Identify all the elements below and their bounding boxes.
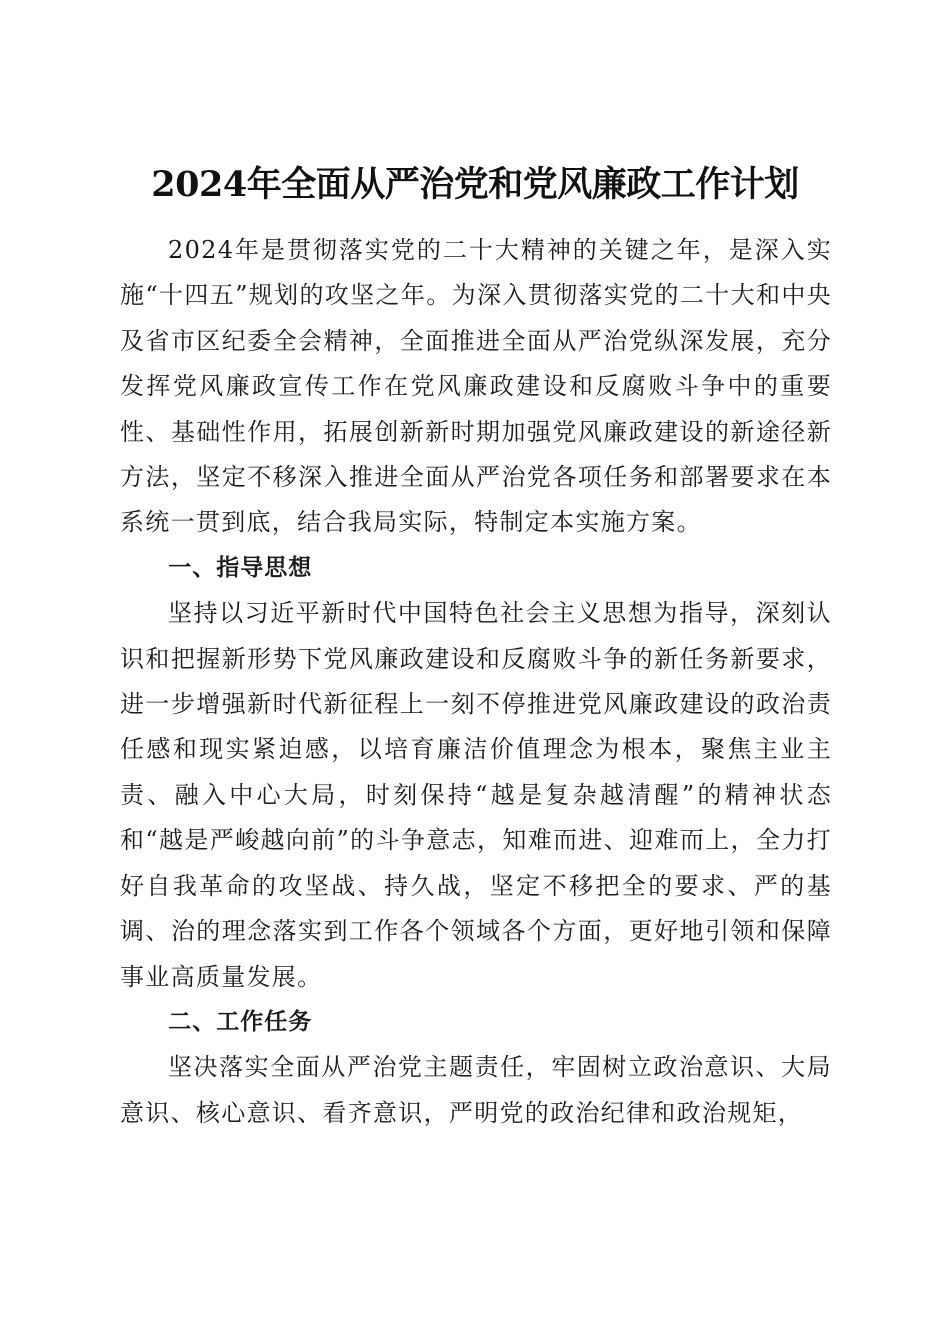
section-heading-guiding-ideology: 一、指导思想 [168, 554, 313, 581]
section-paragraph-work-tasks: 坚决落实全面从严治党主题责任，牢固树立政治意识、大局意识、核心意识、看齐意识，严明党的政治纪律和政治规矩， [120, 1053, 832, 1127]
section-heading-work-tasks: 二、工作任务 [168, 1008, 313, 1035]
intro-paragraph: 2024年是贯彻落实党的二十大精神的关键之年，是深入实施“十四五”规划的攻坚之年。为深入贯彻落实党的二十大和中央及省市区纪委全会精神，全面推进全面从严治党纵深发展，充分发挥党风廉政宣传工作在党风廉政建设和反腐败斗争中的重要性、基础性作用，拓展创新新时期加强党风廉政建设的新途径新方法，坚定不移深入推进全面从严治党各项任务和部署要求在本系统一贯到底，结合我局实际，特制定本实施方案。 [120, 236, 832, 537]
section-paragraph-guiding-ideology: 坚持以习近平新时代中国特色社会主义思想为指导，深刻认识和把握新形势下党风廉政建设和反腐败斗争的新任务新要求，进一步增强新时代新征程上一刻不停推进党风廉政建设的政治责任感和现实紧迫感，以培育廉洁价值理念为根本，聚焦主业主责、融入中心大局，时刻保持“越是复杂越清醒”的精神状态和“越是严峻越向前”的斗争意志，知难而进、迎难而上，全力打好自我革命的攻坚战、持久战，坚定不移把全的要求、严的基调、治的理念落实到工作各个领域各个方面，更好地引领和保障事业高质量发展。 [120, 599, 832, 991]
document-body [120, 228, 832, 1136]
document-title: 2024年全面从严治党和党风廉政工作计划 [151, 164, 799, 206]
